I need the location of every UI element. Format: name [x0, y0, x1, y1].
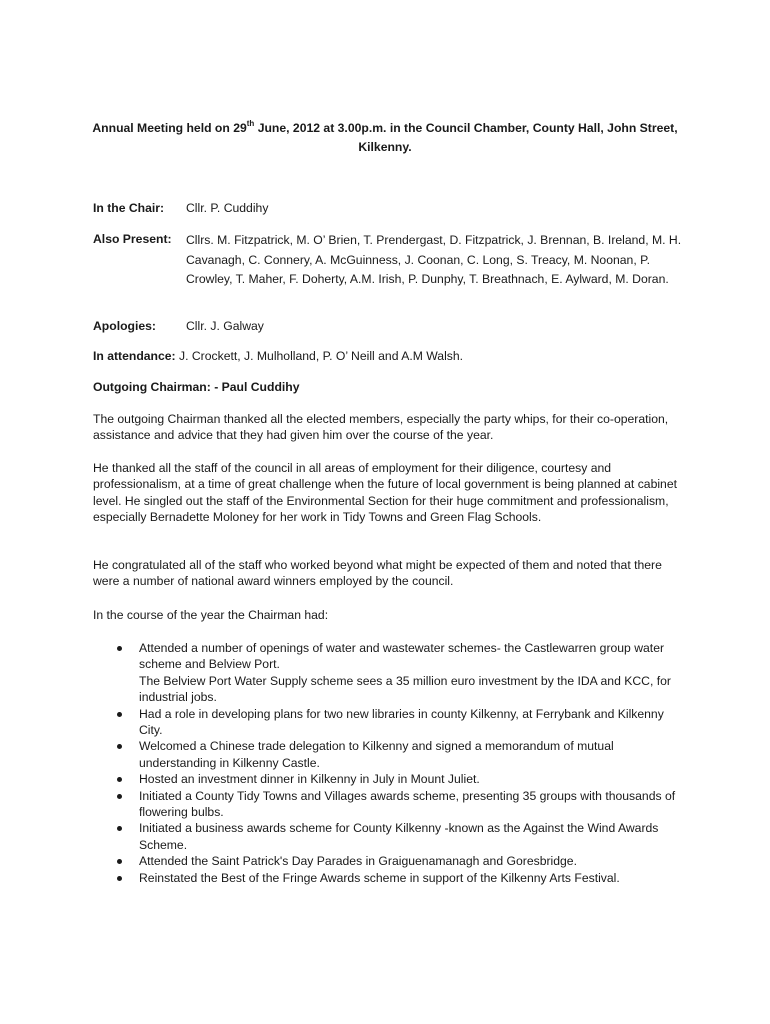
in-attendance-label: In attendance:: [93, 349, 176, 363]
title-part-2: June, 2012 at 3.00p.m. in the Council Chamber, County Hall, John Street, Kilkenny.: [254, 121, 678, 154]
bullet-icon: [117, 646, 122, 651]
in-attendance-line: [93, 348, 683, 364]
list-item: [93, 706, 683, 739]
list-item-text: Attended a number of openings of water and wastewater schemes- the Castlewarren group water scheme and Belview Port.: [139, 641, 665, 672]
bullet-icon: [117, 794, 122, 799]
chair-value: Cllr. P. Cuddihy: [186, 201, 269, 215]
list-item: [93, 853, 683, 869]
list-item-text: Hosted an investment dinner in Kilkenny in July in Mount Juliet.: [139, 772, 480, 787]
paragraph-thanks-members: The outgoing Chairman thanked all the elected members, especially the party whips, for their co-operation, assistance and advice that they had given him over the course of the year.: [93, 412, 669, 443]
paragraph-thanks-staff: He thanked all the staff of the council in all areas of employment for their diligence, courtesy and professionalism, at a time of great challenge when the future of local government is being planned at cabinet level. He singled out the staff of the Environmental Section for their huge commitment and professionalism, especially Bernadette Moloney for her work in Tidy Towns and Green Flag Schools.: [93, 461, 678, 525]
bullet-icon: [117, 712, 122, 717]
list-item-text: Reinstated the Best of the Fringe Awards scheme in support of the Kilkenny Arts Festival.: [139, 870, 620, 885]
in-attendance-value: J. Crockett, J. Mulholland, P. O’ Neill and A.M Walsh.: [175, 349, 464, 363]
bullet-icon: [117, 826, 122, 831]
apologies-label: Apologies:: [93, 319, 156, 333]
list-item: [93, 870, 683, 886]
list-item-text: Initiated a County Tidy Towns and Villages awards scheme, presenting 35 groups with thousands of flowering bulbs.: [139, 788, 676, 820]
list-item-subtext: The Belview Port Water Supply scheme sees a 35 million euro investment by the IDA and KCC, for industrial jobs.: [139, 673, 671, 705]
list-item: [93, 771, 683, 787]
paragraph-intro-list: In the course of the year the Chairman had:: [93, 608, 329, 622]
list-item-text: Had a role in developing plans for two new libraries in county Kilkenny, at Ferrybank and Kilkenny City.: [139, 706, 664, 738]
list-item-text: Welcomed a Chinese trade delegation to Kilkenny and signed a memorandum of mutual understanding in Kilkenny Castle.: [139, 739, 614, 770]
achievements-list: [93, 640, 683, 886]
list-item: [93, 820, 683, 853]
list-item: [93, 640, 683, 706]
meeting-title: [92, 119, 678, 157]
list-item: [93, 738, 683, 771]
list-item-text: Attended the Saint Patrick's Day Parades in Graiguenamanagh and Goresbridge.: [139, 854, 577, 869]
section-heading: Outgoing Chairman: - Paul Cuddihy: [93, 380, 300, 394]
bullet-icon: [117, 777, 122, 782]
title-part-1: Annual Meeting held on 29: [92, 121, 247, 135]
bullet-icon: [117, 744, 122, 749]
list-item: [93, 788, 683, 821]
chair-label: In the Chair:: [93, 201, 165, 215]
apologies-value: Cllr. J. Galway: [186, 319, 264, 333]
list-item-text: Initiated a business awards scheme for County Kilkenny -known as the Against the Wind Awards Scheme.: [139, 821, 659, 852]
present-value: Cllrs. M. Fitzpatrick, M. O’ Brien, T. Prendergast, D. Fitzpatrick, J. Brennan, B. Ireland, M. H. Cavanagh, C. Connery, A. McGuinness, J. Coonan, C. Long, S. Treacy, M. Noonan, P. Crowley, T. Maher, F. Doherty, A.M. Irish, P. Dunphy, T. Breathnach, E. Aylward, M. Doran.: [186, 233, 682, 286]
bullet-icon: [117, 859, 122, 864]
title-superscript: th: [246, 118, 255, 128]
present-label: Also Present:: [93, 232, 172, 246]
paragraph-congratulations: He congratulated all of the staff who worked beyond what might be expected of them and noted that there were a number of national award winners employed by the council.: [93, 558, 662, 589]
bullet-icon: [117, 876, 122, 881]
